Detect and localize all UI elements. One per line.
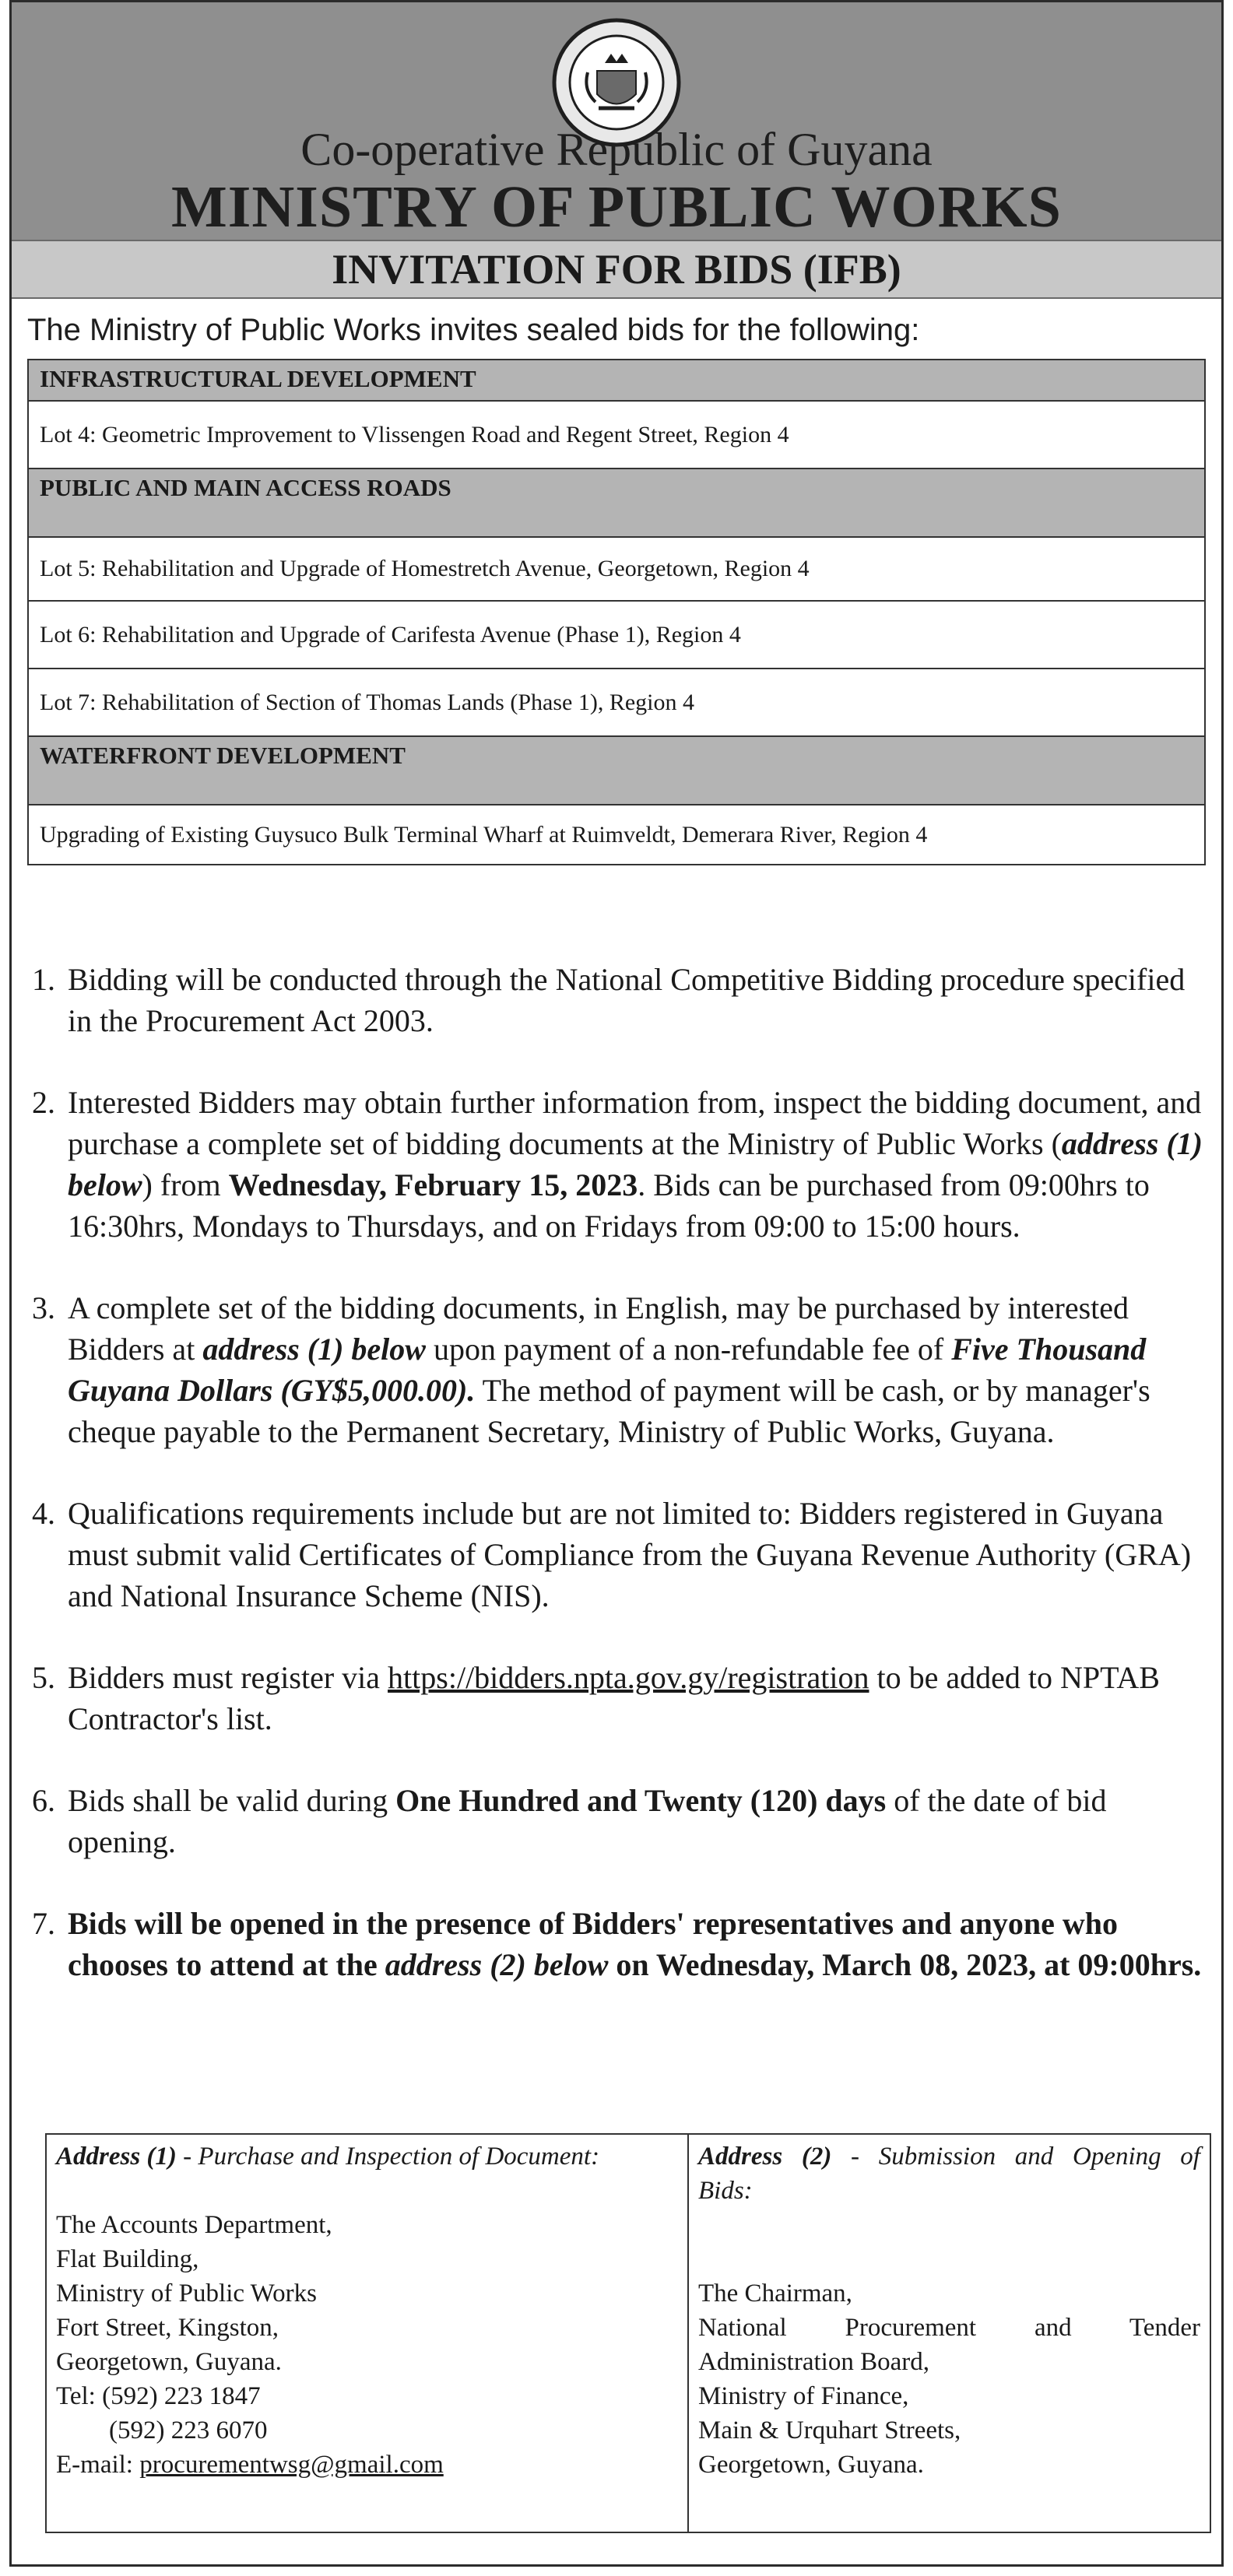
list-item: 2. Interested Bidders may obtain further information from, inspect the bidding document, and purchase a complete set of bidding documents at the Ministry of Public Works (address (1) below) from Wednesday, February 15, 2023. Bids can be purchased from 09:00hrs to 16:30hrs, Mondays to Thursdays, and on Fridays from 09:00 to 15:00 hours. (32, 1085, 1203, 1244)
address-table (45, 2133, 1211, 2533)
lot-4: Lot 4: Geometric Improvement to Vlissengen Road and Regent Street, Region 4 (29, 402, 1204, 469)
list-item: 4. Qualifications requirements include but are not limited to: Bidders registered in Guyana must submit valid Certificates of Compliance from the Guyana Revenue Authority (GRA) and National Insurance Scheme (NIS). (32, 1496, 1192, 1613)
list-item: 6. Bids shall be valid during One Hundred and Twenty (120) days of the date of bid opening. (32, 1783, 1107, 1859)
ministry-name: MINISTRY OF PUBLIC WORKS (171, 174, 1062, 240)
lots-table (27, 359, 1206, 865)
address-1: Address (1) - Purchase and Inspection of Document: The Accounts Department, Flat Building, Ministry of Public Works Fort Street, Kingston, Georgetown, Guyana. Tel: (592) 223 1847 (592) 223 6070 E-mail: procurementwsg@gmail.com (47, 2135, 689, 2532)
conditions-list (32, 959, 1203, 1985)
page-title: INVITATION FOR BIDS (IFB) (12, 240, 1221, 299)
list-item: 7. Bids will be opened in the presence of Bidders' representatives and anyone who chooses to attend at the address (2) below on Wednesday, March 08, 2023, at 09:00hrs. (32, 1906, 1202, 1982)
lot-7: Lot 7: Rehabilitation of Section of Thomas Lands (Phase 1), Region 4 (29, 669, 1204, 737)
lot-5: Lot 5: Rehabilitation and Upgrade of Homestretch Avenue, Georgetown, Region 4 (29, 538, 1204, 602)
email-link[interactable]: procurementwsg@gmail.com (139, 2451, 444, 2479)
address-1-heading: Address (1) - Purchase and Inspection of Document: (56, 2143, 600, 2171)
list-item: 1. Bidding will be conducted through the National Competitive Bidding procedure specified in the Procurement Act 2003. (32, 962, 1186, 1038)
address-2-heading: Address (2) - Submission and Opening of (698, 2143, 1200, 2171)
email-line: E-mail: procurementwsg@gmail.com (56, 2451, 444, 2479)
section-heading-roads: PUBLIC AND MAIN ACCESS ROADS (29, 469, 1204, 538)
phone-1: Tel: (592) 223 1847 (56, 2382, 261, 2410)
list-item: 3. A complete set of the bidding documents, in English, may be purchased by interested Bidders at address (1) below upon payment of a non-refundable fee of Five Thousand Guyana Dollars (GY$5,000.00). The method of payment will be cash, or by manager's cheque payable to the Permanent Secretary, Ministry of Public Works, Guyana. (32, 1290, 1150, 1449)
country-name: Co-operative Republic of Guyana (300, 124, 933, 175)
registration-link[interactable]: https://bidders.npta.gov.gy/registration (388, 1660, 869, 1695)
intro-text: The Ministry of Public Works invites sealed bids for the following: (27, 313, 920, 347)
list-item: 5. Bidders must register via https://bidders.npta.gov.gy/registration to be added to NPTAB Contractor's list. (32, 1660, 1160, 1736)
phone-2: (592) 223 6070 (109, 2416, 268, 2444)
address-2: Address (2) - Submission and Opening of Bids: The Chairman, National Procurement and Tender Administration Board, Ministry of Finance, Main & Urquhart Streets, Georgetown, Guyana. (689, 2135, 1210, 2532)
section-heading-waterfront: WATERFRONT DEVELOPMENT (29, 737, 1204, 805)
lot-6: Lot 6: Rehabilitation and Upgrade of Carifesta Avenue (Phase 1), Region 4 (29, 602, 1204, 669)
header-banner (12, 2, 1221, 240)
lot-wharf: Upgrading of Existing Guysuco Bulk Terminal Wharf at Ruimveldt, Demerara River, Region 4 (40, 821, 928, 848)
section-heading-infrastructure: INFRASTRUCTURAL DEVELOPMENT (29, 360, 1204, 402)
